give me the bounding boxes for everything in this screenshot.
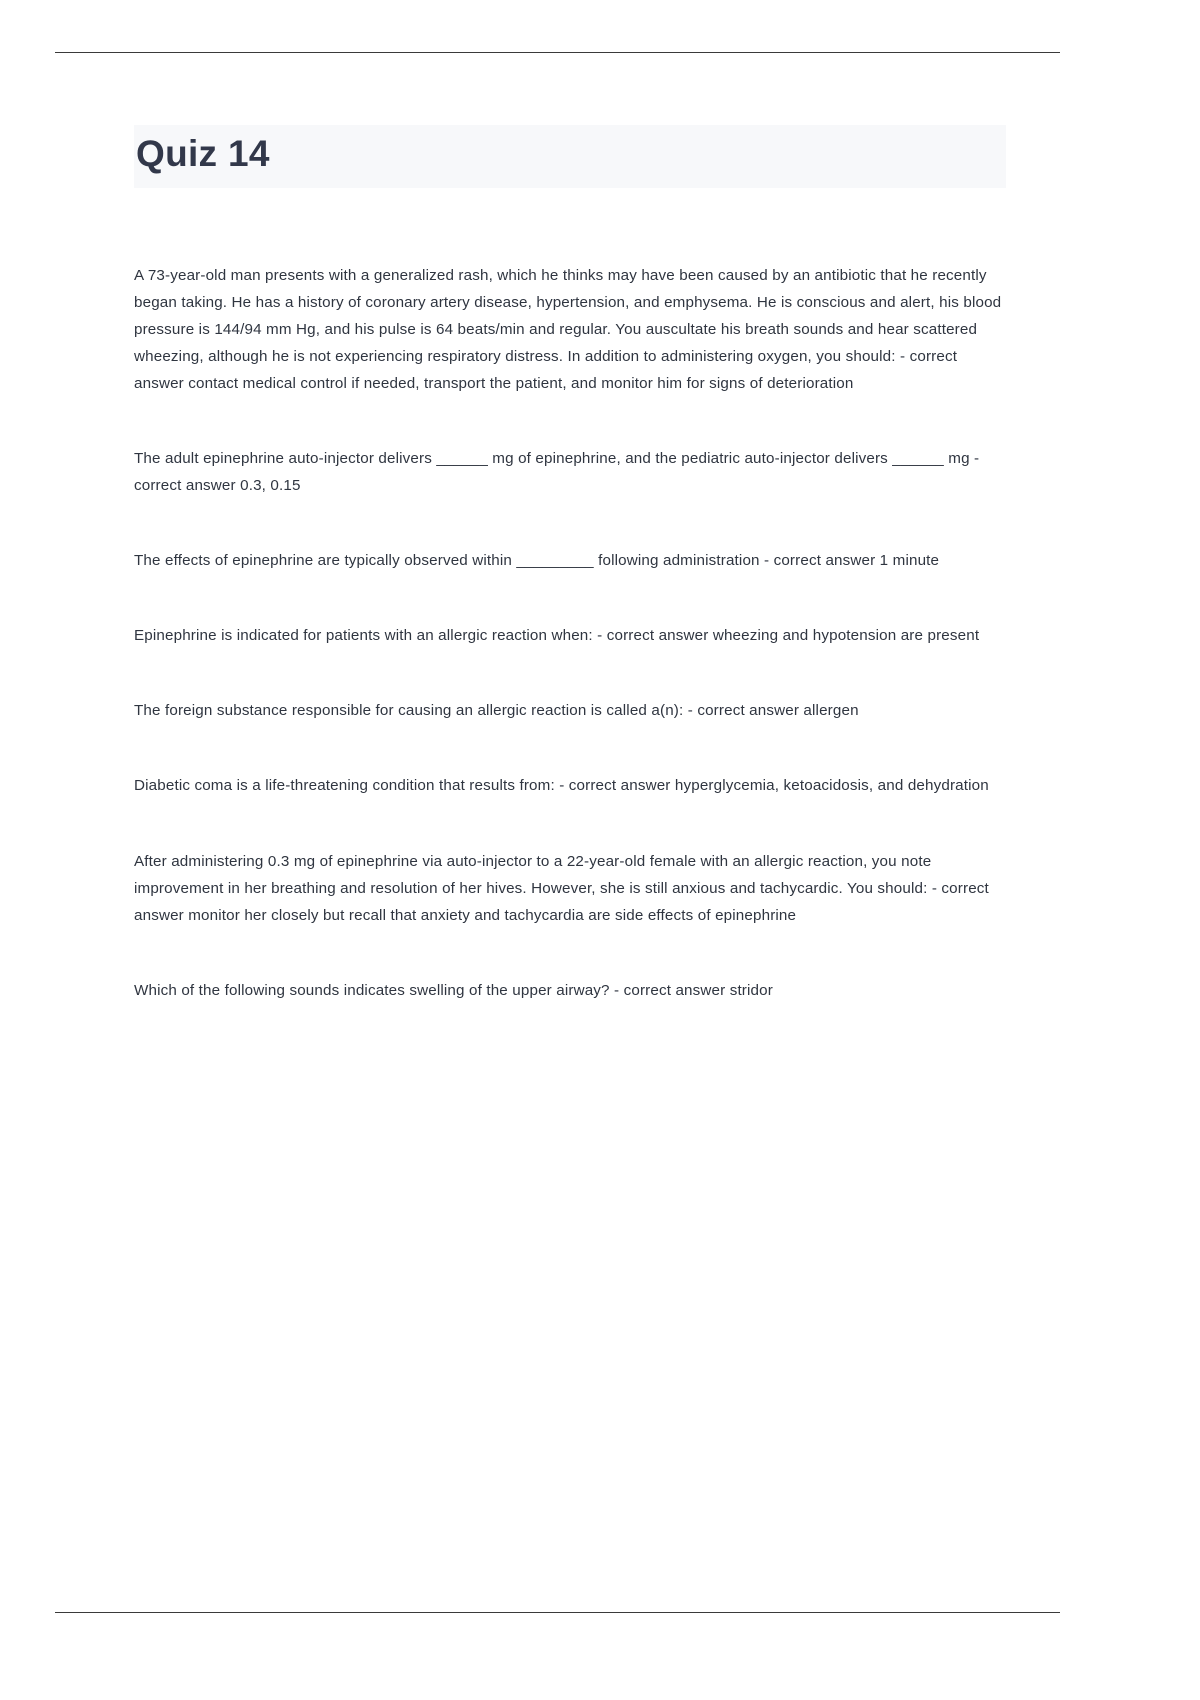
quiz-item: Which of the following sounds indicates swelling of the upper airway? - correct answer stridor [134, 981, 773, 999]
footer-divider [55, 1612, 1060, 1613]
quiz-item: The foreign substance responsible for causing an allergic reaction is called a(n): - correct answer allergen [134, 702, 859, 720]
quiz-item: A 73-year-old man presents with a generalized rash, which he thinks may have been caused by an antibiotic that he recently began taking. He has a history of coronary artery disease, hypertension, and emphysema. He is conscious and alert, his blood pressure is 144/94 mm Hg, and his pulse is 64 beats/min and regular. You auscultate his breath sounds and hear scattered wheezing, although he is not experiencing respiratory distress. In addition to administering oxygen, you should: - correct answer contact medical control if needed, transport the patient, and monitor him for signs of deterioration [134, 267, 1002, 393]
quiz-item: The effects of epinephrine are typically observed within _________ following administration - correct answer 1 minute [134, 552, 940, 570]
quiz-item: Diabetic coma is a life-threatening condition that results from: - correct answer hyperglycemia, ketoacidosis, and dehydration [134, 777, 989, 795]
page-title: Quiz 14 [136, 133, 270, 174]
quiz-item: The adult epinephrine auto-injector delivers ______ mg of epinephrine, and the pediatric auto-injector delivers ______ mg - correct answer 0.3, 0.15 [134, 450, 980, 495]
header-divider [55, 52, 1060, 53]
quiz-item: Epinephrine is indicated for patients with an allergic reaction when: - correct answer wheezing and hypotension are present [134, 627, 980, 645]
quiz-item: After administering 0.3 mg of epinephrine via auto-injector to a 22-year-old female with an allergic reaction, you note improvement in her breathing and resolution of her hives. However, she is still anxious and tachycardic. You should: - correct answer monitor her closely but recall that anxiety and tachycardia are side effects of epinephrine [134, 852, 989, 924]
quiz-content [134, 262, 1006, 1004]
